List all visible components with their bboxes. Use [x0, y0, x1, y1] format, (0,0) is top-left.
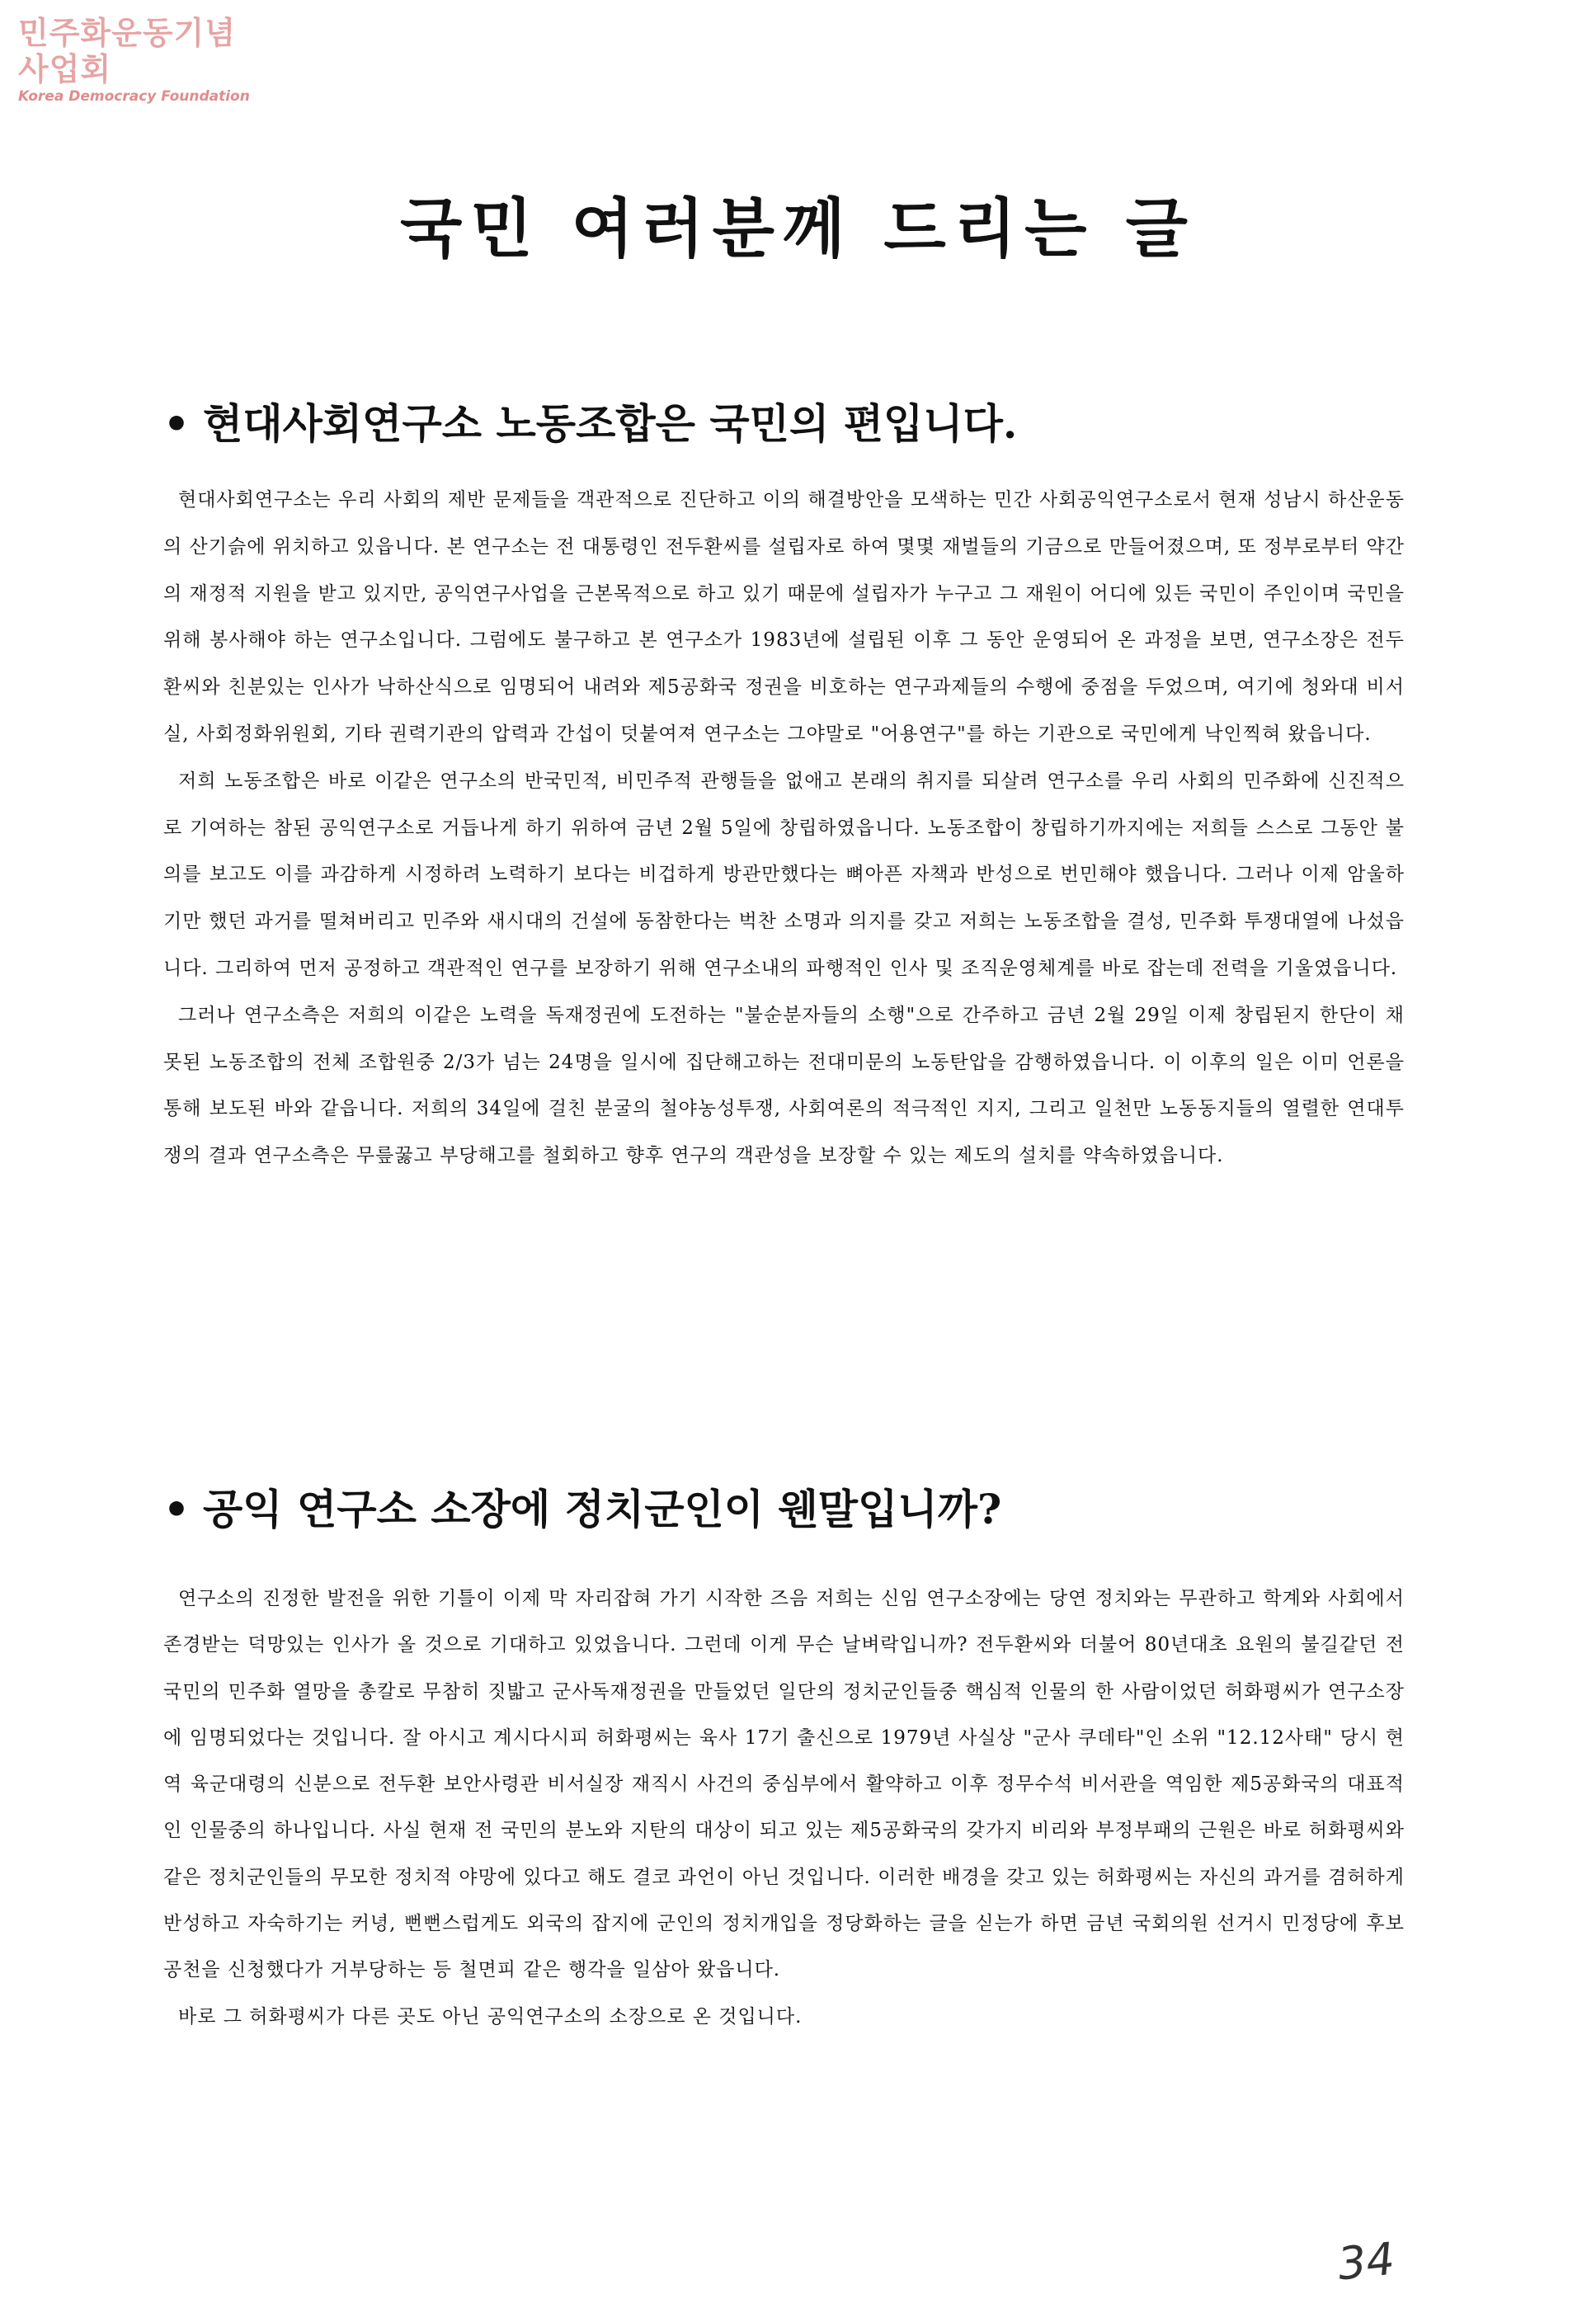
section-body-labor-union — [163, 477, 1405, 1180]
section-heading-text: 공익 연구소 소장에 정치군인이 웬말입니까? — [202, 1485, 1002, 1533]
bullet-icon: • — [163, 399, 190, 448]
paragraph: 연구소의 진정한 발전을 위한 기틀이 이제 막 자리잡혀 가기 시작한 즈음 저희는 신임 연구소장에는 당연 정치와는 무관하고 학계와 사회에서 존경받는 덕망있는 인사가 올 것으로 기대하고 있었읍니다. 그런데 이게 무슨 날벼락입니까? 전두환씨와 더불어 80년대초 요원의 불길같던 전 국민의 민주화 열망을 총칼로 무참히 짓밟고 군사독재정권을 만들었던 일단의 정치군인들중 핵심적 인물의 한 사람이었던 허화평씨가 연구소장에 임명되었다는 것입니다. 잘 아시고 계시다시피 허화평씨는 육사 17기 출신으로 1979년 사실상 "군사 쿠데타"인 소위 "12.12사태" 당시 현역 육군대령의 신분으로 전두환 보안사령관 비서실장 재직시 사건의 중심부에서 활약하고 이후 정무수석 비서관을 역임한 제5공화국의 대표적인 인물중의 하나입니다. 사실 현재 전 국민의 분노와 지탄의 대상이 되고 있는 제5공화국의 갖가지 비리와 부정부패의 근원은 바로 허화평씨와 같은 정치군인들의 무모한 정치적 야망에 있다고 해도 결코 과언이 아닌 것입니다. 이러한 배경을 갖고 있는 허화평씨는 자신의 과거를 겸허하게 반성하고 자숙하기는 커녕, 뻔뻔스럽게도 외국의 잡지에 군인의 정치개입을 정당화하는 글을 싣는가 하면 금년 국회의원 선거시 민정당에 후보공천을 신청했다가 거부당하는 등 철면피 같은 행각을 일삼아 왔읍니다. — [163, 1588, 1405, 1981]
paragraph: 그러나 연구소측은 저희의 이같은 노력을 독재정권에 도전하는 "불순분자들의 소행"으로 간주하고 금년 2월 29일 이제 창립된지 한단이 채 못된 노동조합의 전체 조합원중 2/3가 넘는 24명을 일시에 집단해고하는 전대미문의 노동탄압을 감행하였읍니다. 이 이후의 일은 이미 언론을 통해 보도된 바와 같읍니다. 저희의 34일에 걸친 분굴의 철야농성투쟁, 사회여론의 적극적인 지지, 그리고 일천만 노동동지들의 열렬한 연대투쟁의 결과 연구소측은 무릎꿇고 부당해고를 철회하고 향후 연구의 객관성을 보장할 수 있는 제도의 설치를 약속하였읍니다. — [163, 1004, 1405, 1167]
section-heading-text: 현대사회연구소 노동조합은 국민의 편입니다. — [202, 399, 1018, 448]
watermark-korean-text: 민주화운동기념사업회 — [18, 15, 236, 87]
watermark-logo — [18, 15, 257, 106]
section-heading-director — [163, 1483, 1001, 1536]
paragraph: 저희 노동조합은 바로 이같은 연구소의 반국민적, 비민주적 관행들을 없애고 본래의 취지를 되살려 연구소를 우리 사회의 민주화에 신진적으로 기여하는 참된 공익연구소로 거듭나게 하기 위하여 금년 2월 5일에 창립하였읍니다. 노동조합이 창립하기까지에는 저희들 스스로 그동안 불의를 보고도 이를 과감하게 시정하려 노력하기 보다는 비겁하게 방관만했다는 뼈아픈 자책과 반성으로 번민해야 했읍니다. 그러나 이제 암울하기만 했던 과거를 떨쳐버리고 민주와 새시대의 건설에 동참한다는 벅찬 소명과 의지를 갖고 저희는 노동조합을 결성, 민주화 투쟁대열에 나섰읍니다. 그리하여 먼저 공정하고 객관적인 연구를 보장하기 위해 연구소내의 파행적인 인사 및 조직운영체계를 바로 잡는데 전력을 기울였읍니다. — [163, 770, 1405, 979]
paragraph: 현대사회연구소는 우리 사회의 제반 문제들을 객관적으로 진단하고 이의 해결방안을 모색하는 민간 사회공익연구소로서 현재 성남시 하산운동의 산기슭에 위치하고 있읍니다. 본 연구소는 전 대통령인 전두환씨를 설립자로 하여 몇몇 재벌들의 기금으로 만들어졌으며, 또 정부로부터 약간의 재정적 지원을 받고 있지만, 공익연구사업을 근본목적으로 하고 있기 때문에 설립자가 누구고 그 재원이 어디에 있든 국민이 주인이며 국민을 위해 봉사해야 하는 연구소입니다. 그럼에도 불구하고 본 연구소가 1983년에 설립된 이후 그 동안 운영되어 온 과정을 보면, 연구소장은 전두환씨와 친분있는 인사가 낙하산식으로 임명되어 내려와 제5공화국 정권을 비호하는 연구과제들의 수행에 중점을 두었으며, 여기에 청와대 비서실, 사회정화위원회, 기타 권력기관의 압력과 간섭이 덧붙여져 연구소는 그야말로 "어용연구"를 하는 기관으로 국민에게 낙인찍혀 왔읍니다. — [163, 489, 1405, 745]
document-title: 국민 여러분께 드리는 글 — [400, 191, 1196, 266]
bullet-icon: • — [163, 1485, 190, 1533]
section-body-director — [163, 1576, 1405, 2040]
page-number: 34 — [1335, 2232, 1397, 2291]
section-heading-labor-union — [163, 398, 1017, 450]
paragraph: 바로 그 허화평씨가 다른 곳도 아닌 공익연구소의 소장으로 온 것입니다. — [178, 2005, 803, 2028]
watermark-english-text: Korea Democracy Foundation — [18, 88, 250, 105]
